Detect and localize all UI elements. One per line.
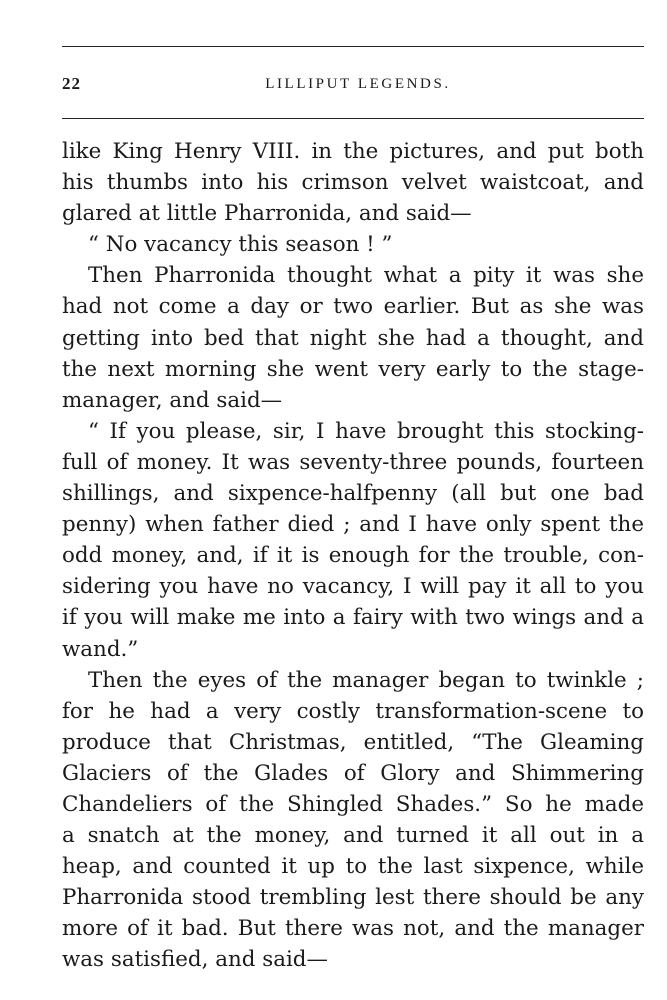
- text-line: heap, and counted it up to the last sixpence, while: [62, 854, 644, 880]
- running-title: LILLIPUT LEGENDS.: [265, 76, 451, 92]
- text-line: sidering you have no vacancy, I will pay it all to you: [62, 574, 644, 600]
- text-line: odd money, and, if it is enough for the trouble, con-: [62, 543, 644, 569]
- header-bottom-rule: [62, 118, 644, 119]
- text-line: if you will make me into a fairy with two wings and a: [62, 605, 644, 631]
- text-line: shillings, and sixpence-halfpenny (all but one bad: [62, 481, 644, 507]
- text-line: full of money. It was seventy-three pounds, fourteen: [62, 449, 644, 475]
- text-line: manager, and said—: [62, 387, 283, 413]
- text-line: like King Henry VIII. in the pictures, and put both: [62, 139, 644, 164]
- text-line: for he had a very costly transformation-scene to: [62, 698, 644, 724]
- text-line: “ If you please, sir, I have brought this stocking-: [88, 418, 644, 444]
- text-line: Glaciers of the Glades of Glory and Shimmering: [62, 760, 644, 786]
- text-line: Then the eyes of the manager began to twinkle ;: [88, 667, 644, 693]
- page-number: 22: [62, 74, 81, 93]
- text-line: penny) when father died ; and I have only spent the: [62, 512, 644, 538]
- text-line: produce that Christmas, entitled, “The Gleaming: [62, 729, 644, 755]
- body-text: [62, 136, 644, 976]
- text-line: Then Pharronida thought what a pity it was she: [88, 263, 644, 289]
- header-top-rule: [62, 46, 644, 47]
- text-line: a snatch at the money, and turned it all out in a: [62, 823, 644, 849]
- text-line: Pharronida stood trembling lest there should be any: [62, 885, 644, 911]
- text-line: his thumbs into his crimson velvet waistcoat, and: [62, 170, 644, 196]
- text-line: the next morning she went very early to the stage-: [62, 356, 644, 382]
- text-line: “ No vacancy this season ! ”: [88, 232, 393, 258]
- text-line: more of it bad. But there was not, and the manager: [62, 916, 644, 942]
- running-head: [62, 74, 644, 98]
- text-line: was satisfied, and said—: [62, 947, 328, 973]
- text-line: Chandeliers of the Shingled Shades.” So he made: [62, 791, 644, 817]
- text-line: wand.”: [62, 636, 139, 662]
- text-line: had not come a day or two earlier. But as she was: [62, 294, 644, 320]
- text-line: getting into bed that night she had a thought, and: [62, 325, 644, 351]
- text-line: glared at little Pharronida, and said—: [62, 201, 472, 227]
